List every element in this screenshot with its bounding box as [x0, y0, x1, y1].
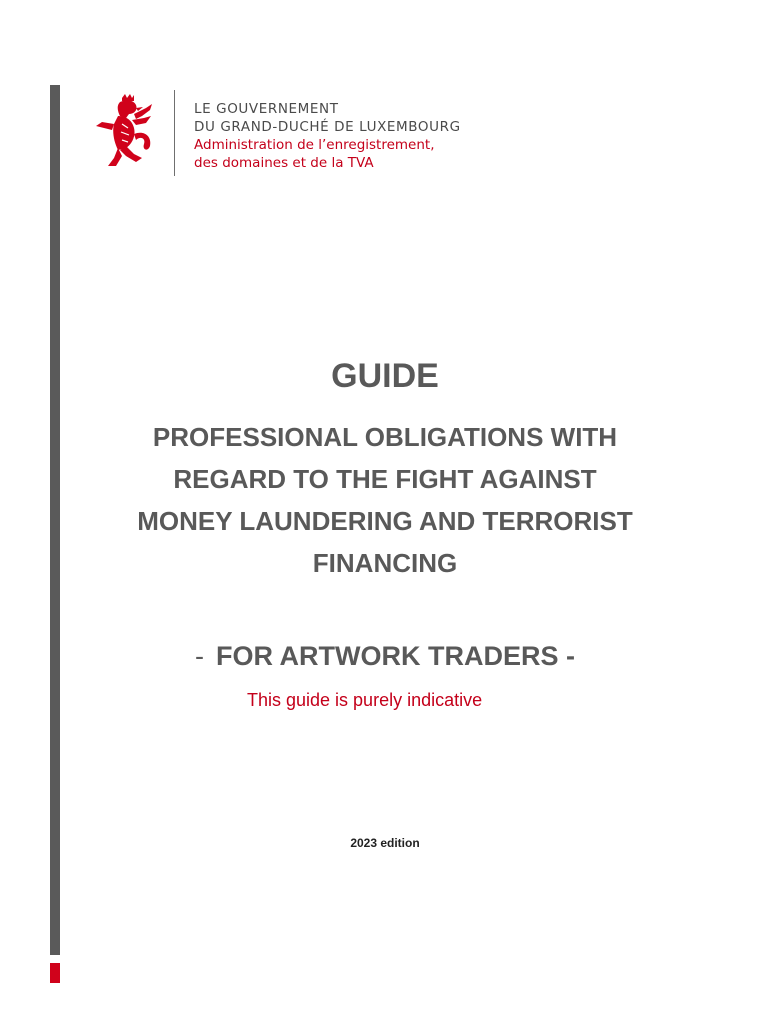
edition-label: 2023 edition	[350, 836, 420, 850]
subtitle-line: FINANCING	[312, 548, 458, 578]
document-title: GUIDE	[331, 357, 439, 395]
side-bar-accent	[50, 963, 60, 983]
target-audience	[195, 641, 575, 672]
disclaimer-text: This guide is purely indicative	[247, 690, 483, 710]
subtitle-line: REGARD TO THE FIGHT AGAINST	[173, 464, 597, 494]
subtitle-line: PROFESSIONAL OBLIGATIONS WITH	[152, 422, 618, 452]
department-line-2: des domaines et de la TVA	[194, 155, 374, 171]
org-name-line-1: LE GOUVERNEMENT	[194, 101, 339, 117]
org-name-line-2: DU GRAND-DUCHÉ DE LUXEMBOURG	[194, 119, 461, 135]
subtitle-line: MONEY LAUNDERING AND TERRORIST	[137, 506, 633, 536]
audience-label: FOR ARTWORK TRADERS -	[216, 641, 575, 671]
department-line-1: Administration de l’enregistrement,	[194, 137, 435, 153]
organization-block	[194, 100, 461, 172]
logo-divider	[174, 90, 175, 176]
red-lion-icon	[96, 94, 160, 168]
side-bar	[50, 85, 60, 955]
document-subtitle	[70, 416, 700, 584]
audience-dash: -	[195, 641, 204, 671]
